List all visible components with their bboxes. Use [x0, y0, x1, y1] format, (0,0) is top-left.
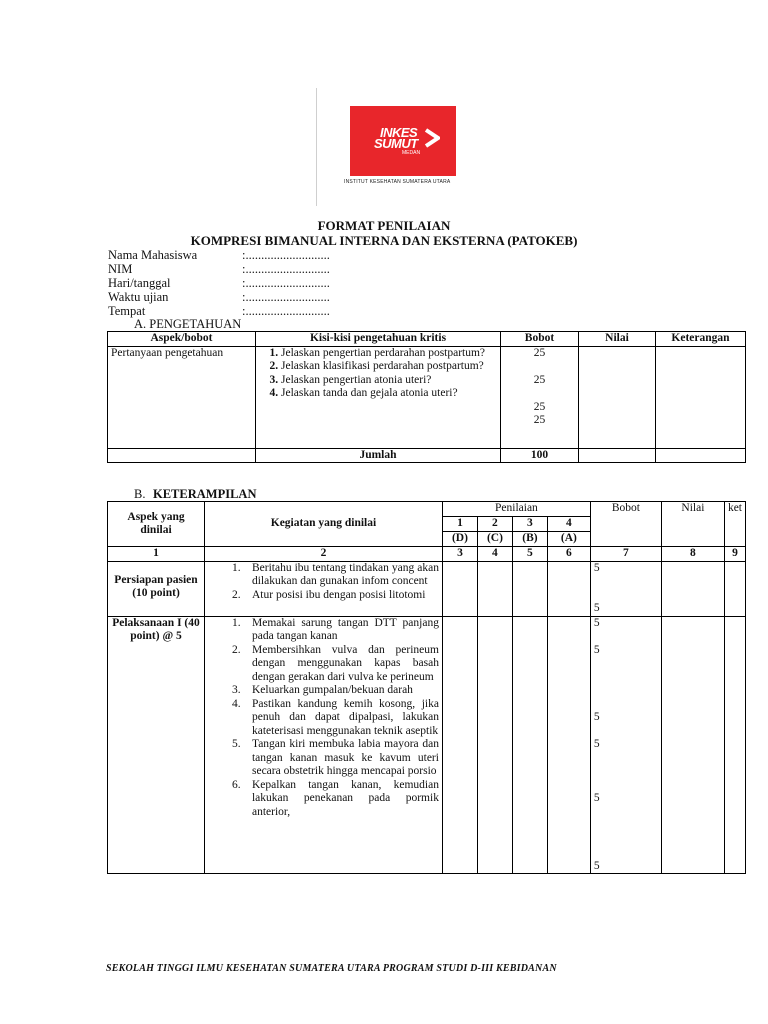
section-b-letter: B. [134, 487, 146, 501]
col-number: 9 [724, 547, 745, 562]
ket-cell[interactable] [724, 561, 745, 616]
logo-text-medan: MEDAN [402, 150, 421, 156]
aspect-persiapan: Persiapan pasien (10 point) [108, 561, 205, 616]
page-footer: SEKOLAH TINGGI ILMU KESEHATAN SUMATERA UTARA PROGRAM STUDI D-III KEBIDANAN [106, 963, 557, 974]
col-number: 1 [108, 547, 205, 562]
section-b-heading: KETERAMPILAN [153, 487, 257, 501]
bobot-value: 5 [593, 643, 600, 656]
logo-arrow-icon [424, 128, 440, 148]
col-number: 4 [477, 547, 512, 562]
score-cell[interactable] [547, 616, 590, 874]
activity-item: 2. Membersihkan vulva dan perineum dengan menggunakan kapas basah dengan gerakan dari vulva ke perineum [231, 643, 439, 683]
identity-row-nama [108, 248, 330, 262]
grade-d: (D) [442, 532, 477, 547]
activity-item: 3. Keluarkan gumpalan/bekuan darah [231, 684, 413, 696]
knowledge-table [107, 331, 746, 463]
logo-caption: INSTITUT KESEHATAN SUMATERA UTARA [344, 179, 451, 185]
identity-row-nim [108, 262, 330, 276]
logo-text-sumut: SUMUT [374, 136, 418, 151]
col-number: 8 [661, 547, 724, 562]
weight-value: 25 [533, 400, 546, 413]
col-header-keterangan: Keterangan [656, 332, 746, 347]
score-cell[interactable] [442, 616, 477, 874]
grade-b: (B) [512, 532, 547, 547]
weight-value: 25 [533, 414, 546, 426]
bobot-value: 5 [593, 859, 600, 872]
col-header-nilai-skill: Nilai [661, 502, 724, 547]
grade-a: (A) [547, 532, 590, 547]
col-header-penilaian: Penilaian [442, 502, 590, 517]
score-3: 3 [512, 517, 547, 532]
nilai-cell[interactable] [661, 561, 724, 616]
score-cell[interactable] [477, 616, 512, 874]
aspect-cell: Pertanyaan pengetahuan [108, 346, 256, 448]
col-header-ket: ket [724, 502, 745, 547]
score-cell[interactable] [442, 561, 477, 616]
nilai-cell[interactable] [579, 346, 656, 448]
col-header-bobot: Bobot [501, 332, 579, 347]
score-cell[interactable] [547, 561, 590, 616]
bobot-value: 5 [593, 711, 600, 723]
table-row [108, 561, 746, 616]
questions-cell [256, 346, 501, 448]
skills-table [107, 501, 746, 874]
activity-item: 2. Atur posisi ibu dengan posisi litotomi [231, 588, 426, 601]
grade-c: (C) [477, 532, 512, 547]
score-2: 2 [477, 517, 512, 532]
bobot-value: 5 [593, 792, 600, 804]
col-number: 3 [442, 547, 477, 562]
bobot-value: 5 [593, 561, 600, 574]
col-header-bobot-skill: Bobot [590, 502, 661, 547]
activity-item: 1. Memakai sarung tangan DTT panjang pada tangan kanan [231, 616, 439, 642]
institution-logo [350, 106, 456, 176]
col-header-aspek-skill: Aspek yang dinilai [108, 502, 205, 547]
identity-value: :........................... [242, 290, 330, 304]
total-value: 100 [501, 448, 579, 463]
col-number: 7 [590, 547, 661, 562]
keterangan-cell[interactable] [656, 346, 746, 448]
col-number: 5 [512, 547, 547, 562]
bobot-value: 5 [593, 616, 600, 629]
question-item: 3. Jelaskan pengertian atonia uteri? [281, 374, 497, 388]
activity-item: 5. Tangan kiri membuka labia mayora dan tangan kanan masuk ke kavum uteri secara obstetrik hingga mencapai porsio [231, 738, 439, 777]
document-title: FORMAT PENILAIAN [317, 218, 451, 233]
score-cell[interactable] [512, 561, 547, 616]
question-item: 1. Jelaskan pengertian perdarahan postpartum? [281, 347, 497, 361]
identity-label: Waktu ujian [108, 290, 169, 304]
nilai-cell[interactable] [661, 616, 724, 874]
identity-label: Hari/tanggal [108, 276, 171, 290]
identity-value: :........................... [242, 248, 330, 262]
identity-row-hari [108, 276, 330, 290]
identity-label: Tempat [108, 304, 146, 318]
bobot-cell [590, 616, 661, 874]
identity-value: :........................... [242, 276, 330, 290]
weight-value: 25 [533, 373, 546, 386]
identity-label: NIM [108, 262, 133, 276]
col-number: 2 [204, 547, 442, 562]
total-label: Jumlah [256, 448, 501, 463]
col-header-kisi: Kisi-kisi pengetahuan kritis [256, 332, 501, 347]
identity-row-tempat [108, 304, 330, 318]
bobot-cell [590, 561, 661, 616]
bobot-value: 5 [593, 602, 600, 614]
table-row [108, 616, 746, 874]
score-cell[interactable] [477, 561, 512, 616]
col-header-nilai: Nilai [579, 332, 656, 347]
identity-value: :........................... [242, 304, 330, 318]
bobot-value: 5 [593, 738, 600, 750]
score-1: 1 [442, 517, 477, 532]
col-header-aspek: Aspek/bobot [108, 332, 256, 347]
document-subtitle: KOMPRESI BIMANUAL INTERNA DAN EKSTERNA (PATOKEB) [190, 233, 578, 248]
score-4: 4 [547, 517, 590, 532]
score-cell[interactable] [512, 616, 547, 874]
weight-value: 25 [533, 346, 546, 359]
divider-line [316, 88, 317, 206]
weights-cell [501, 346, 579, 448]
activities-cell [204, 616, 442, 874]
activities-cell [204, 561, 442, 616]
identity-label: Nama Mahasiswa [108, 248, 198, 262]
identity-row-waktu [108, 290, 330, 304]
section-a-heading: A. PENGETAHUAN [134, 317, 242, 331]
activity-item: 1. Beritahu ibu tentang tindakan yang akan dilakukan dan gunakan infom concent [231, 561, 439, 587]
activity-item: 4. Pastikan kandung kemih kosong, jika penuh dan dapat dipalpasi, lakukan kateterisasi menggunakan teknik aseptik [231, 697, 439, 737]
identity-value: :........................... [242, 262, 330, 276]
col-header-kegiatan: Kegiatan yang dinilai [204, 502, 442, 547]
ket-cell[interactable] [724, 616, 745, 874]
aspect-pelaksanaan: Pelaksanaan I (40 point) @ 5 [108, 616, 205, 874]
activity-item: 6. Kepalkan tangan kanan, kemudian lakukan penekanan pada pormik anterior, [231, 778, 439, 818]
logo-text-inkes: INKES [380, 125, 418, 140]
question-item: 4. Jelaskan tanda dan gejala atonia uteri? [281, 387, 497, 401]
col-number: 6 [547, 547, 590, 562]
question-item: 2. Jelaskan klasifikasi perdarahan postpartum? [281, 360, 497, 374]
